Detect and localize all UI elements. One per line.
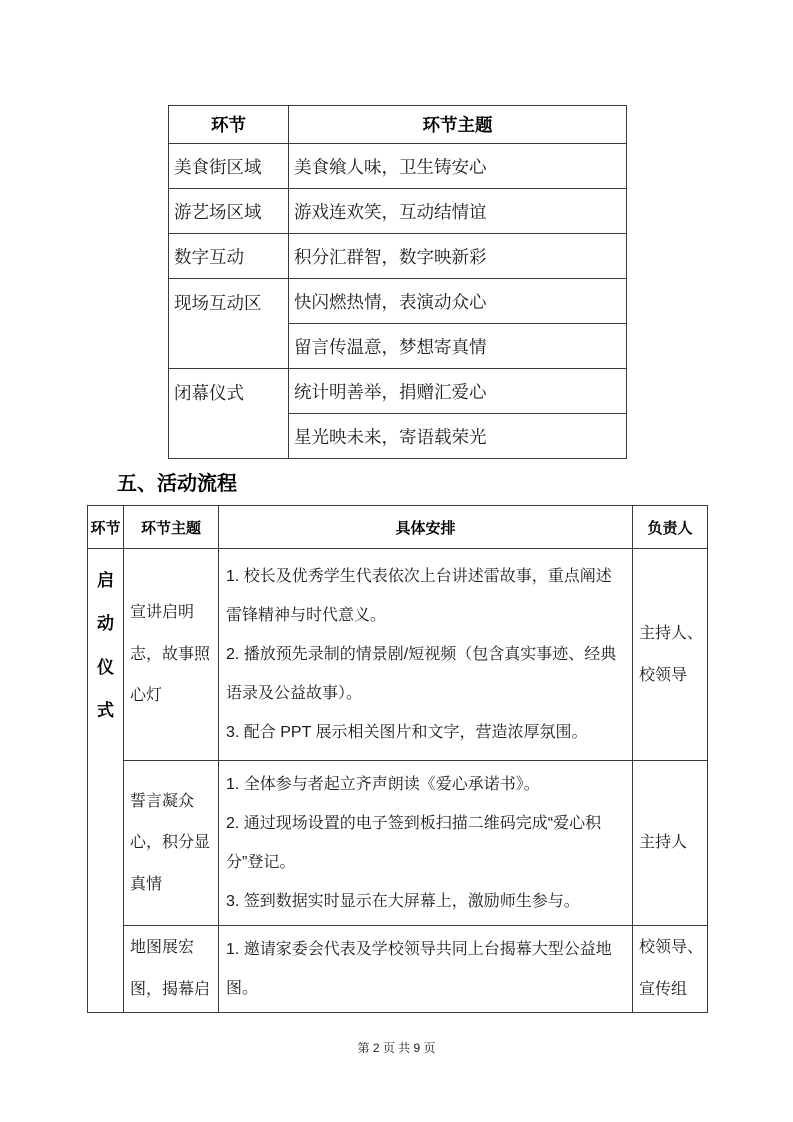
table-row (88, 926, 708, 1013)
table-row (88, 549, 708, 761)
table-row (169, 144, 627, 189)
arrangement-cell (219, 549, 633, 761)
arrangement-item: 1. 校长及优秀学生代表依次上台讲述雷故事，重点阐述雷锋精神与时代意义。 (226, 567, 612, 624)
table-row (169, 189, 627, 234)
section-heading: 五、活动流程 (117, 473, 237, 495)
stage-cell: 游艺场区域 (169, 189, 289, 234)
arrangement-cell (219, 926, 633, 1013)
arrangement-item: 3. 签到数据实时显示在大屏幕上，激励师生参与。 (226, 893, 580, 911)
responsible-cell: 主持人 (633, 761, 708, 926)
theme-cell: 誓言凝众心，积分显真情 (124, 761, 219, 926)
arrangement-cell (219, 761, 633, 926)
page-number: 第 2 页 共 9 页 (357, 1041, 436, 1055)
arrangement-item: 1. 全体参与者起立齐声朗读《爱心承诺书》。 (226, 775, 540, 793)
table-row (169, 369, 627, 414)
theme-cell: 统计明善举，捐赠汇爱心 (289, 369, 627, 414)
responsible-cell: 主持人、校领导 (633, 549, 708, 761)
responsible-cell: 校领导、宣传组 (633, 926, 708, 1013)
stage-cell: 美食街区域 (169, 144, 289, 189)
stage-cell (88, 549, 124, 1013)
table-row (169, 279, 627, 324)
theme-cell: 美食飨人味，卫生铸安心 (289, 144, 627, 189)
column-header-responsible: 负责人 (633, 506, 708, 549)
theme-cell: 快闪燃热情，表演动众心 (289, 279, 627, 324)
column-header-stage: 环节 (88, 506, 124, 549)
vertical-stage-label: 启动仪式 (97, 571, 114, 721)
stage-cell: 闭幕仪式 (169, 369, 289, 459)
table-row (88, 761, 708, 926)
theme-cell: 星光映未来，寄语载荣光 (289, 414, 627, 459)
theme-cell: 宣讲启明志，故事照心灯 (124, 549, 219, 761)
activity-flow-table (87, 505, 708, 1013)
arrangement-item: 1. 邀请家委会代表及学校领导共同上台揭幕大型公益地图。 (226, 940, 612, 997)
table-header-row (88, 506, 708, 549)
arrangement-item: 3. 配合 PPT 展示相关图片和文字，营造浓厚氛围。 (226, 724, 588, 742)
arrangement-item: 2. 通过现场设置的电子签到板扫描二维码完成“爱心积分”登记。 (226, 814, 602, 871)
column-header-stage: 环节 (169, 106, 289, 144)
theme-cell: 游戏连欢笑，互动结情谊 (289, 189, 627, 234)
zone-theme-table (168, 105, 627, 459)
theme-cell: 地图展宏图，揭幕启 (124, 926, 219, 1013)
theme-cell: 积分汇群智，数字映新彩 (289, 234, 627, 279)
column-header-theme: 环节主题 (289, 106, 627, 144)
arrangement-item: 2. 播放预先录制的情景剧/短视频（包含真实事迹、经典语录及公益故事）。 (226, 645, 617, 703)
column-header-theme: 环节主题 (124, 506, 219, 549)
column-header-arrangement: 具体安排 (219, 506, 633, 549)
stage-cell: 现场互动区 (169, 279, 289, 369)
theme-cell: 留言传温意，梦想寄真情 (289, 324, 627, 369)
table-row (169, 234, 627, 279)
table-header-row (169, 106, 627, 144)
stage-cell: 数字互动 (169, 234, 289, 279)
